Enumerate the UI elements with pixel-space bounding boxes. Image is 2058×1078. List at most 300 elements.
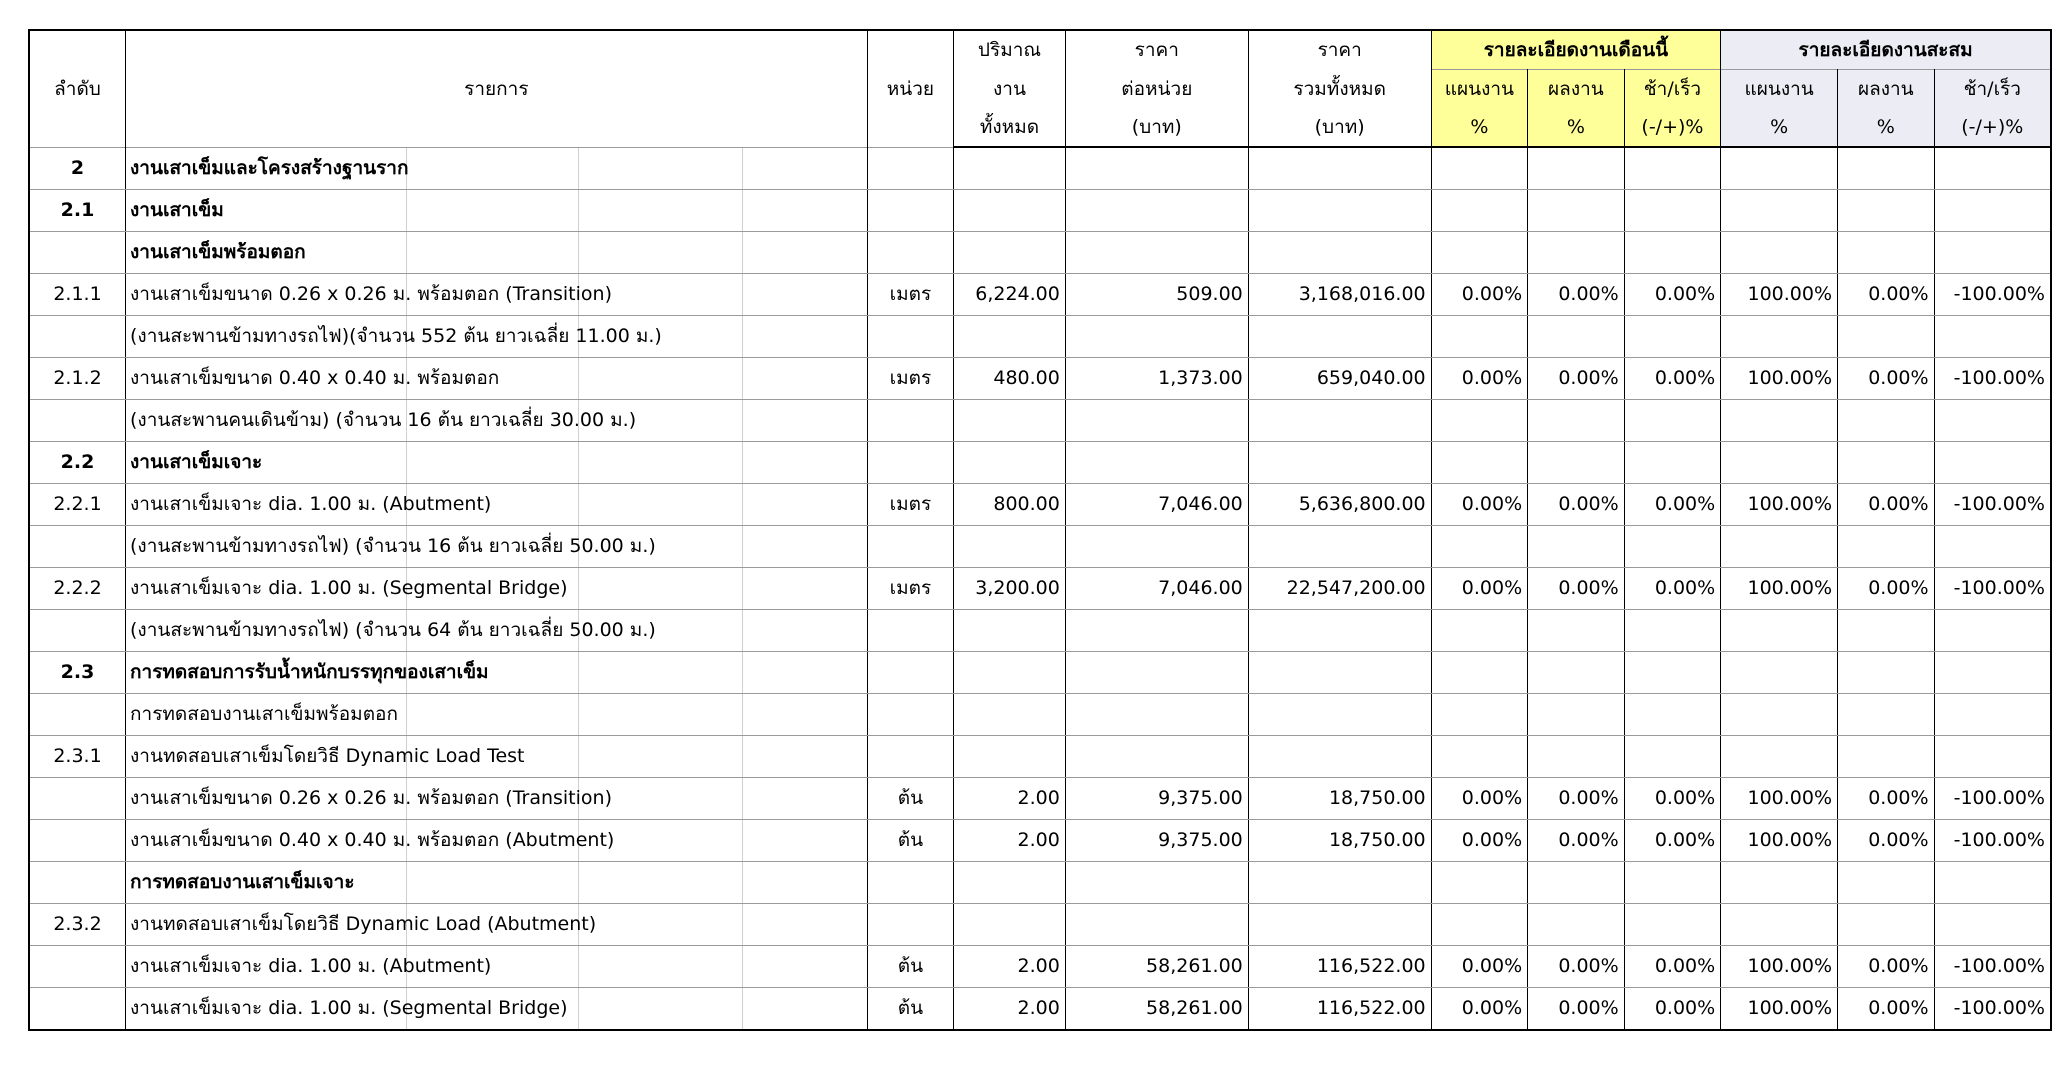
- cell-cum-diff: [1934, 988, 2051, 1031]
- cell-month-plan: [1431, 652, 1528, 694]
- cell-description-text: งานเสาเข็มเจาะ: [130, 451, 263, 473]
- cell-description: [126, 610, 868, 652]
- cell-description-text: การทดสอบการรับน้ำหนักบรรทุกของเสาเข็ม: [130, 661, 489, 683]
- grid-guide: [742, 190, 743, 231]
- table-row: [29, 190, 2051, 232]
- cell-description-text: (งานสะพานคนเดินข้าม) (จำนวน 16 ต้น ยาวเฉลี่ย 30.00 ม.): [130, 409, 637, 431]
- cell-cum-plan: [1721, 694, 1838, 736]
- cell-month-result: [1528, 190, 1625, 232]
- header-cum-plan-unit: %: [1721, 108, 1838, 147]
- cell-month-diff-text: 0.00%: [1654, 787, 1716, 809]
- cell-unit-price-text: 7,046.00: [1158, 493, 1243, 515]
- cell-description: [126, 526, 868, 568]
- table-row: [29, 442, 2051, 484]
- cell-cum-result-text: 0.00%: [1868, 955, 1929, 977]
- cell-month-result-text: 0.00%: [1558, 997, 1619, 1019]
- cell-total-price: [1248, 358, 1431, 400]
- cell-unit: [867, 820, 953, 862]
- cell-cum-diff: [1934, 274, 2051, 316]
- cell-description-text: (งานสะพานข้ามทางรถไฟ)(จำนวน 552 ต้น ยาวเฉลี่ย 11.00 ม.): [130, 325, 662, 347]
- grid-guide: [742, 316, 743, 357]
- cell-cum-diff: [1934, 147, 2051, 190]
- cell-month-diff: [1624, 358, 1721, 400]
- grid-guide: [742, 736, 743, 777]
- cell-cum-diff: [1934, 526, 2051, 568]
- cell-cum-result: [1838, 988, 1935, 1031]
- cell-cum-diff: [1934, 736, 2051, 778]
- cell-no-text: 2.2.2: [53, 577, 102, 599]
- cell-unit: [867, 778, 953, 820]
- cell-month-diff: [1624, 190, 1721, 232]
- cell-month-result-text: 0.00%: [1558, 577, 1619, 599]
- cell-total-price-text: 3,168,016.00: [1298, 283, 1426, 305]
- cell-cum-result: [1838, 946, 1935, 988]
- cell-description: [126, 232, 868, 274]
- cell-cum-result-text: 0.00%: [1868, 577, 1929, 599]
- cell-unit-price: [1065, 946, 1248, 988]
- cell-month-result: [1528, 400, 1625, 442]
- cell-description-text: งานเสาเข็ม: [130, 199, 224, 221]
- cell-unit-price: [1065, 820, 1248, 862]
- cell-description: [126, 484, 868, 526]
- cell-description-text: การทดสอบงานเสาเข็มพร้อมตอก: [130, 703, 398, 725]
- cell-month-plan-text: 0.00%: [1461, 493, 1523, 515]
- grid-guide: [578, 988, 579, 1029]
- cell-total-price: [1248, 232, 1431, 274]
- cell-quantity: [954, 232, 1066, 274]
- cell-month-result: [1528, 820, 1625, 862]
- table-row: [29, 736, 2051, 778]
- table-row: [29, 820, 2051, 862]
- cell-quantity: [954, 316, 1066, 358]
- cell-month-result-text: 0.00%: [1558, 493, 1619, 515]
- cell-unit-price-text: 7,046.00: [1158, 577, 1243, 599]
- header-month-plan: แผนงาน: [1431, 70, 1528, 109]
- table-row: [29, 147, 2051, 190]
- cell-quantity: [954, 147, 1066, 190]
- cell-unit: [867, 147, 953, 190]
- cell-quantity: [954, 274, 1066, 316]
- cell-description: [126, 400, 868, 442]
- cell-month-result: [1528, 988, 1625, 1031]
- cell-unit-price-text: 58,261.00: [1146, 955, 1243, 977]
- cell-cum-plan: [1721, 526, 1838, 568]
- cell-month-diff-text: 0.00%: [1654, 997, 1716, 1019]
- cell-unit-text: ต้น: [897, 787, 924, 809]
- cell-unit: [867, 736, 953, 778]
- cell-unit: [867, 232, 953, 274]
- cell-cum-diff-text: -100.00%: [1953, 367, 2045, 389]
- grid-guide: [742, 820, 743, 861]
- cell-month-diff: [1624, 610, 1721, 652]
- cell-unit-price-text: 9,375.00: [1158, 787, 1243, 809]
- cell-unit: [867, 358, 953, 400]
- cell-total-price: [1248, 274, 1431, 316]
- cell-month-plan: [1431, 988, 1528, 1031]
- grid-guide: [742, 946, 743, 987]
- cell-cum-plan: [1721, 190, 1838, 232]
- header-month-diff: ช้า/เร็ว: [1624, 70, 1721, 109]
- table-row: [29, 568, 2051, 610]
- cell-description: [126, 904, 868, 946]
- cell-month-plan: [1431, 232, 1528, 274]
- cell-month-plan: [1431, 694, 1528, 736]
- cell-total-price-text: 18,750.00: [1328, 829, 1426, 851]
- cell-cum-result: [1838, 400, 1935, 442]
- cell-unit: [867, 946, 953, 988]
- cell-month-plan-text: 0.00%: [1461, 367, 1523, 389]
- progress-table: [28, 29, 2052, 1031]
- cell-month-plan: [1431, 274, 1528, 316]
- grid-guide: [578, 652, 579, 693]
- cell-month-plan-text: 0.00%: [1461, 997, 1523, 1019]
- cell-month-result: [1528, 568, 1625, 610]
- cell-unit-price: [1065, 526, 1248, 568]
- grid-guide: [742, 988, 743, 1029]
- cell-quantity: [954, 610, 1066, 652]
- table-row: [29, 946, 2051, 988]
- cell-quantity-text: 2.00: [1017, 787, 1060, 809]
- cell-month-diff: [1624, 442, 1721, 484]
- cell-month-plan-text: 0.00%: [1461, 787, 1523, 809]
- header-cumulative-group: รายละเอียดงานสะสม: [1721, 30, 2051, 70]
- grid-guide: [742, 484, 743, 525]
- cell-total-price-text: 5,636,800.00: [1298, 493, 1426, 515]
- table-row: [29, 904, 2051, 946]
- cell-cum-diff: [1934, 568, 2051, 610]
- grid-guide: [742, 778, 743, 819]
- cell-month-diff: [1624, 946, 1721, 988]
- cell-cum-diff: [1934, 820, 2051, 862]
- cell-cum-diff: [1934, 946, 2051, 988]
- grid-guide: [742, 904, 743, 945]
- cell-cum-plan: [1721, 442, 1838, 484]
- cell-total-price: [1248, 568, 1431, 610]
- cell-description: [126, 736, 868, 778]
- cell-month-plan: [1431, 946, 1528, 988]
- cell-cum-result: [1838, 568, 1935, 610]
- cell-cum-plan: [1721, 358, 1838, 400]
- grid-guide: [742, 442, 743, 483]
- table-row: [29, 862, 2051, 904]
- cell-unit-price: [1065, 400, 1248, 442]
- grid-guide: [742, 568, 743, 609]
- cell-no: [29, 316, 126, 358]
- cell-month-result: [1528, 526, 1625, 568]
- table-row: [29, 232, 2051, 274]
- cell-total-price: [1248, 946, 1431, 988]
- cell-no: [29, 526, 126, 568]
- cell-cum-result: [1838, 862, 1935, 904]
- cell-unit-price: [1065, 442, 1248, 484]
- table-body: [29, 147, 2051, 1030]
- cell-unit: [867, 904, 953, 946]
- cell-total-price: [1248, 526, 1431, 568]
- cell-no: [29, 568, 126, 610]
- cell-total-price-text: 116,522.00: [1316, 997, 1426, 1019]
- cell-quantity: [954, 526, 1066, 568]
- grid-guide: [578, 736, 579, 777]
- cell-total-price: [1248, 736, 1431, 778]
- cell-month-result: [1528, 316, 1625, 358]
- cell-no: [29, 358, 126, 400]
- header-month-diff-unit: (-/+)%: [1624, 108, 1721, 147]
- header-total-price-line3: (บาท): [1248, 108, 1431, 147]
- cell-description: [126, 820, 868, 862]
- cell-month-result-text: 0.00%: [1558, 787, 1619, 809]
- cell-month-result: [1528, 694, 1625, 736]
- cell-unit-text: เมตร: [889, 493, 932, 515]
- cell-total-price: [1248, 904, 1431, 946]
- cell-total-price: [1248, 652, 1431, 694]
- cell-total-price: [1248, 400, 1431, 442]
- cell-cum-plan: [1721, 568, 1838, 610]
- cell-month-diff-text: 0.00%: [1654, 955, 1716, 977]
- cell-month-diff: [1624, 316, 1721, 358]
- cell-description: [126, 988, 868, 1031]
- cell-month-plan: [1431, 526, 1528, 568]
- header-unit-price-line3: (บาท): [1065, 108, 1248, 147]
- cell-total-price: [1248, 778, 1431, 820]
- cell-cum-plan-text: 100.00%: [1747, 367, 1833, 389]
- cell-month-result-text: 0.00%: [1558, 955, 1619, 977]
- cell-no-text: 2.1: [60, 199, 95, 221]
- header-qty-line2: งาน: [954, 70, 1066, 109]
- cell-no: [29, 736, 126, 778]
- header-cum-diff: ช้า/เร็ว: [1934, 70, 2051, 109]
- cell-description: [126, 652, 868, 694]
- cell-quantity-text: 3,200.00: [975, 577, 1060, 599]
- cell-no: [29, 610, 126, 652]
- cell-cum-diff: [1934, 442, 2051, 484]
- cell-unit: [867, 568, 953, 610]
- cell-cum-result-text: 0.00%: [1868, 283, 1929, 305]
- cell-month-result: [1528, 358, 1625, 400]
- cell-month-result-text: 0.00%: [1558, 367, 1619, 389]
- cell-month-result: [1528, 610, 1625, 652]
- cell-unit-price: [1065, 147, 1248, 190]
- cell-unit: [867, 652, 953, 694]
- cell-total-price: [1248, 610, 1431, 652]
- cell-no: [29, 862, 126, 904]
- cell-unit-price: [1065, 484, 1248, 526]
- cell-month-diff: [1624, 988, 1721, 1031]
- cell-cum-result: [1838, 358, 1935, 400]
- cell-unit-price: [1065, 274, 1248, 316]
- cell-total-price: [1248, 484, 1431, 526]
- grid-guide: [578, 694, 579, 735]
- cell-description-text: งานเสาเข็มขนาด 0.26 x 0.26 ม. พร้อมตอก (Transition): [130, 787, 612, 809]
- cell-unit-price: [1065, 232, 1248, 274]
- cell-cum-diff: [1934, 400, 2051, 442]
- cell-description: [126, 778, 868, 820]
- cell-no: [29, 400, 126, 442]
- cell-month-diff-text: 0.00%: [1654, 283, 1716, 305]
- grid-guide: [406, 862, 407, 903]
- cell-unit: [867, 442, 953, 484]
- cell-cum-result: [1838, 484, 1935, 526]
- cell-month-result: [1528, 652, 1625, 694]
- cell-cum-diff: [1934, 232, 2051, 274]
- cell-unit: [867, 400, 953, 442]
- header-cum-diff-unit: (-/+)%: [1934, 108, 2051, 147]
- cell-quantity: [954, 358, 1066, 400]
- cell-quantity: [954, 778, 1066, 820]
- cell-unit-price: [1065, 190, 1248, 232]
- cell-unit-text: เมตร: [889, 577, 932, 599]
- cell-cum-result-text: 0.00%: [1868, 997, 1929, 1019]
- cell-month-plan: [1431, 862, 1528, 904]
- table-row: [29, 778, 2051, 820]
- cell-cum-plan-text: 100.00%: [1747, 997, 1833, 1019]
- cell-month-diff: [1624, 400, 1721, 442]
- cell-month-result: [1528, 904, 1625, 946]
- cell-cum-plan: [1721, 147, 1838, 190]
- header-month-result-unit: %: [1528, 108, 1625, 147]
- grid-guide: [578, 484, 579, 525]
- cell-cum-diff: [1934, 652, 2051, 694]
- cell-description: [126, 946, 868, 988]
- cell-unit: [867, 274, 953, 316]
- cell-cum-result: [1838, 526, 1935, 568]
- cell-month-result: [1528, 946, 1625, 988]
- cell-quantity: [954, 442, 1066, 484]
- header-cum-result-unit: %: [1838, 108, 1935, 147]
- grid-guide: [578, 568, 579, 609]
- cell-unit: [867, 316, 953, 358]
- cell-total-price-text: 22,547,200.00: [1286, 577, 1426, 599]
- cell-unit-text: ต้น: [897, 997, 924, 1019]
- cell-cum-plan: [1721, 736, 1838, 778]
- cell-month-diff-text: 0.00%: [1654, 367, 1716, 389]
- grid-guide: [578, 442, 579, 483]
- grid-guide: [742, 400, 743, 441]
- header-item: รายการ: [126, 30, 868, 147]
- cell-cum-plan: [1721, 988, 1838, 1031]
- cell-cum-result: [1838, 232, 1935, 274]
- cell-unit: [867, 484, 953, 526]
- cell-cum-plan-text: 100.00%: [1747, 577, 1833, 599]
- cell-month-result: [1528, 736, 1625, 778]
- cell-quantity: [954, 694, 1066, 736]
- header-total-price-line2: รวมทั้งหมด: [1248, 70, 1431, 109]
- cell-cum-diff-text: -100.00%: [1953, 787, 2045, 809]
- cell-month-diff-text: 0.00%: [1654, 493, 1716, 515]
- cell-cum-diff-text: -100.00%: [1953, 283, 2045, 305]
- cell-no: [29, 904, 126, 946]
- cell-description: [126, 190, 868, 232]
- cell-cum-result-text: 0.00%: [1868, 829, 1929, 851]
- grid-guide: [742, 862, 743, 903]
- grid-guide: [406, 442, 407, 483]
- cell-cum-plan: [1721, 778, 1838, 820]
- cell-cum-result: [1838, 316, 1935, 358]
- table-row: [29, 694, 2051, 736]
- cell-unit-price: [1065, 316, 1248, 358]
- cell-unit-price: [1065, 736, 1248, 778]
- cell-no-text: 2.3.2: [53, 913, 102, 935]
- cell-cum-result: [1838, 904, 1935, 946]
- cell-description-text: การทดสอบงานเสาเข็มเจาะ: [130, 871, 355, 893]
- table-row: [29, 652, 2051, 694]
- cell-cum-plan: [1721, 484, 1838, 526]
- table-row: [29, 526, 2051, 568]
- cell-cum-diff: [1934, 694, 2051, 736]
- cell-month-plan-text: 0.00%: [1461, 577, 1523, 599]
- cell-cum-diff: [1934, 610, 2051, 652]
- cell-total-price: [1248, 862, 1431, 904]
- header-month-plan-unit: %: [1431, 108, 1528, 147]
- cell-unit-price-text: 9,375.00: [1158, 829, 1243, 851]
- cell-description: [126, 568, 868, 610]
- cell-month-result: [1528, 484, 1625, 526]
- header-unit-price-line2: ต่อหน่วย: [1065, 70, 1248, 109]
- table-row: [29, 610, 2051, 652]
- cell-quantity-text: 6,224.00: [975, 283, 1060, 305]
- cell-month-diff: [1624, 694, 1721, 736]
- cell-quantity: [954, 400, 1066, 442]
- cell-month-result: [1528, 442, 1625, 484]
- cell-cum-plan: [1721, 862, 1838, 904]
- cell-total-price: [1248, 190, 1431, 232]
- cell-description: [126, 316, 868, 358]
- boq-progress-sheet: [28, 29, 2052, 1055]
- grid-guide: [578, 232, 579, 273]
- cell-no: [29, 820, 126, 862]
- cell-unit: [867, 694, 953, 736]
- cell-no: [29, 484, 126, 526]
- cell-month-diff: [1624, 274, 1721, 316]
- header-cum-result: ผลงาน: [1838, 70, 1935, 109]
- cell-month-diff: [1624, 526, 1721, 568]
- grid-guide: [742, 652, 743, 693]
- cell-month-result-text: 0.00%: [1558, 829, 1619, 851]
- header-unit-price-line1: ราคา: [1065, 30, 1248, 70]
- cell-total-price: [1248, 147, 1431, 190]
- cell-total-price-text: 18,750.00: [1328, 787, 1426, 809]
- cell-description-text: งานเสาเข็มเจาะ dia. 1.00 ม. (Abutment): [130, 955, 492, 977]
- cell-no: [29, 190, 126, 232]
- cell-month-diff: [1624, 652, 1721, 694]
- cell-no: [29, 652, 126, 694]
- cell-cum-plan: [1721, 274, 1838, 316]
- cell-month-diff: [1624, 484, 1721, 526]
- grid-guide: [578, 148, 579, 190]
- cell-unit-price: [1065, 568, 1248, 610]
- cell-month-diff-text: 0.00%: [1654, 829, 1716, 851]
- cell-month-plan: [1431, 610, 1528, 652]
- grid-guide: [742, 232, 743, 273]
- cell-month-plan: [1431, 190, 1528, 232]
- cell-no: [29, 274, 126, 316]
- cell-quantity: [954, 484, 1066, 526]
- grid-guide: [406, 190, 407, 231]
- cell-quantity: [954, 190, 1066, 232]
- cell-unit-price: [1065, 988, 1248, 1031]
- cell-description-text: (งานสะพานข้ามทางรถไฟ) (จำนวน 16 ต้น ยาวเฉลี่ย 50.00 ม.): [130, 535, 656, 557]
- cell-no-text: 2: [70, 156, 85, 179]
- cell-unit-text: เมตร: [889, 367, 932, 389]
- table-row: [29, 316, 2051, 358]
- cell-unit-text: เมตร: [889, 283, 932, 305]
- cell-cum-result: [1838, 736, 1935, 778]
- grid-guide: [742, 358, 743, 399]
- cell-unit-text: ต้น: [897, 829, 924, 851]
- cell-unit-price: [1065, 694, 1248, 736]
- cell-cum-plan: [1721, 610, 1838, 652]
- cell-month-result: [1528, 778, 1625, 820]
- cell-quantity-text: 2.00: [1017, 955, 1060, 977]
